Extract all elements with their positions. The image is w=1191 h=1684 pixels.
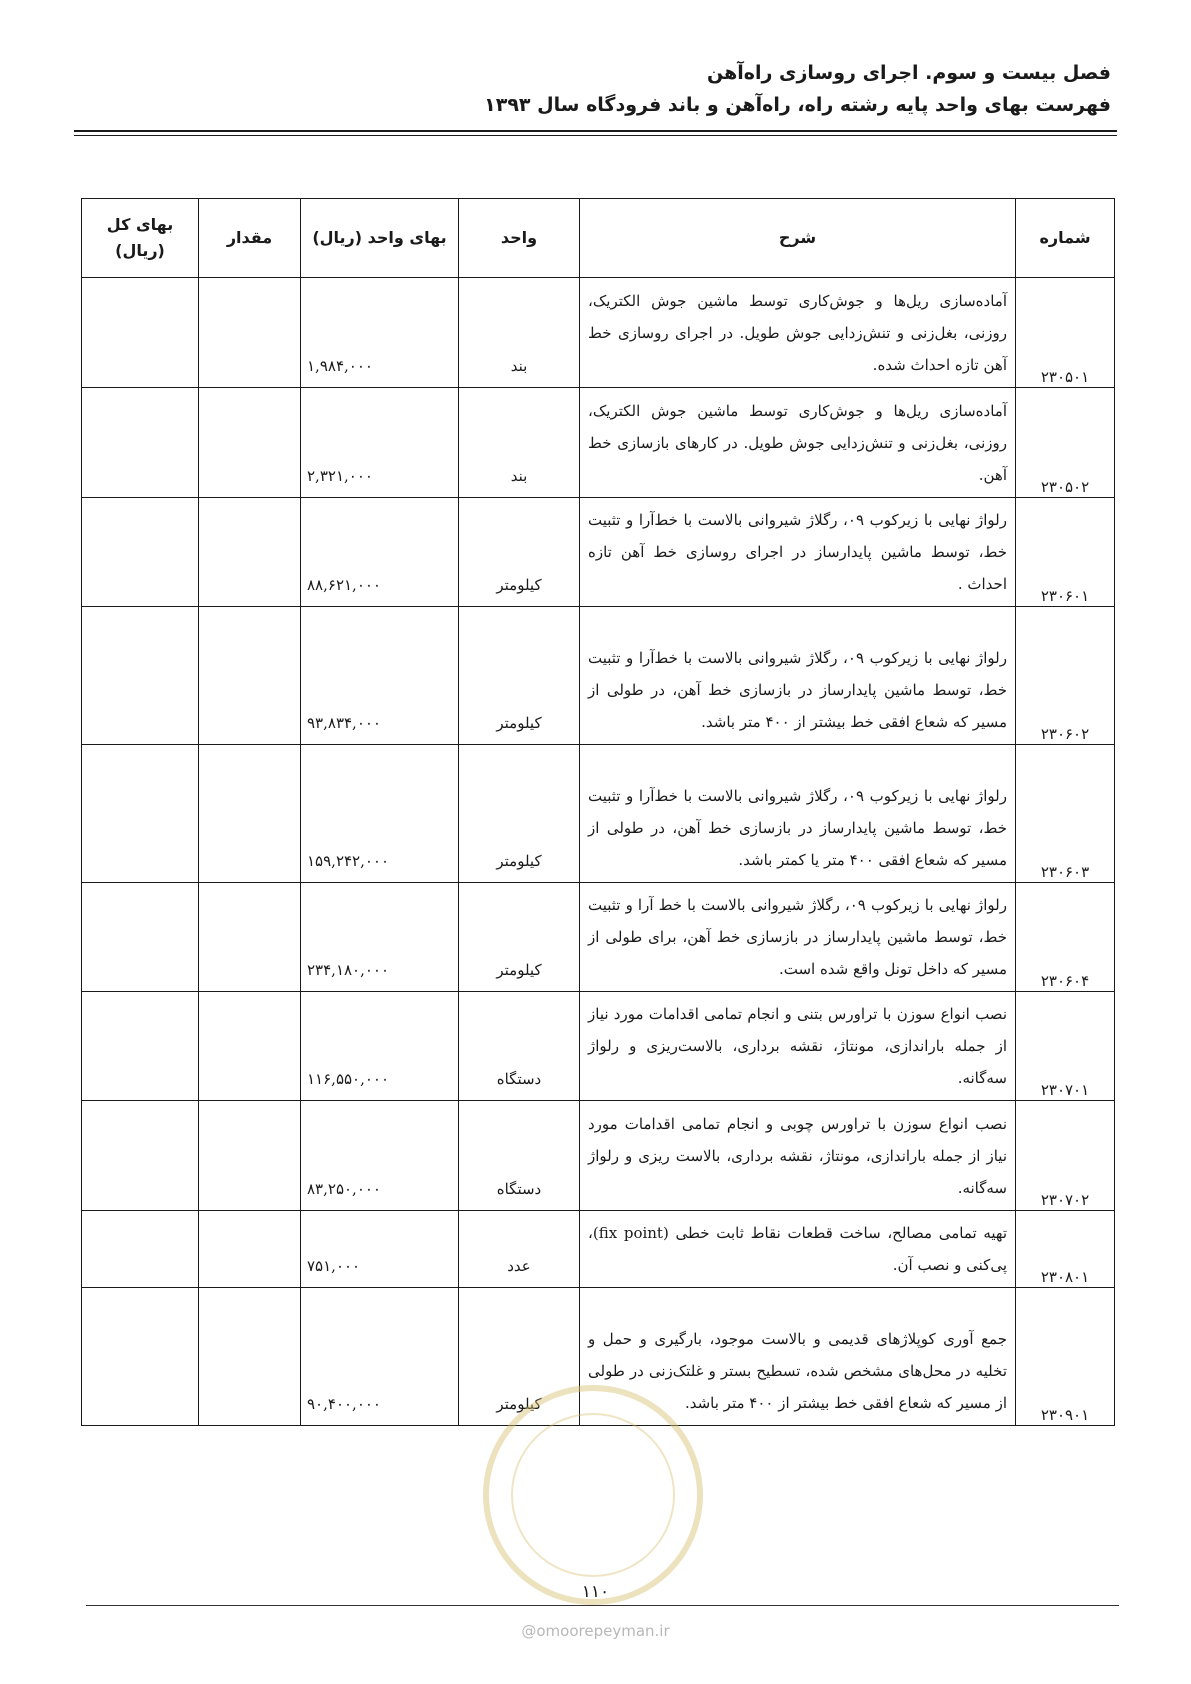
- item-total-price: [82, 1101, 199, 1211]
- item-total-price: [82, 883, 199, 992]
- item-description: رلواژ نهایی با زیرکوب ۰۹، رگلاژ شیروانی بالاست با خط‌آرا و تثبیت خط، توسط ماشین پایدارساز در بازسازی خط آهن، در طولی از مسیر که شعاع افقی خط بیشتر از ۴۰۰ متر باشد.: [580, 607, 1016, 745]
- table-row: [82, 992, 1115, 1101]
- item-unit-price: ۸۸,۶۲۱,۰۰۰: [301, 498, 459, 607]
- item-number: ۲۳۰۹۰۱: [1016, 1288, 1115, 1426]
- item-description: رلواژ نهایی با زیرکوب ۰۹، رگلاژ شیروانی بالاست با خط‌آرا و تثبیت خط، توسط ماشین پایدارساز در بازسازی خط آهن، در طولی از مسیر که شعاع افقی ۴۰۰ متر یا کمتر باشد.: [580, 745, 1016, 883]
- item-number: ۲۳۰۵۰۱: [1016, 278, 1115, 388]
- item-unit: بند: [459, 278, 580, 388]
- website-watermark: @omoorepeyman.ir: [521, 1622, 670, 1640]
- page-header: [76, 58, 1111, 120]
- item-unit-price: ۷۵۱,۰۰۰: [301, 1211, 459, 1288]
- item-description: آماده‌سازی ریل‌ها و جوش‌کاری توسط ماشین جوش الکتریک، روزنی، بغل‌زنی و تنش‌زدایی جوش طویل. در کارهای بازسازی خط آهن.: [580, 388, 1016, 498]
- total-price-label: بهای کل: [106, 215, 174, 234]
- table-row: [82, 278, 1115, 388]
- total-price-unit: (ریال): [115, 241, 165, 260]
- item-number: ۲۳۰۷۰۱: [1016, 992, 1115, 1101]
- item-description: نصب انواع سوزن با تراورس بتنی و انجام تمامی اقدامات مورد نیاز از جمله باراندازی، مونتاژ، نقشه برداری، بالاست‌ریزی و رلواژ سه‌گانه.: [580, 992, 1016, 1101]
- column-header-total-price: [82, 199, 199, 278]
- item-quantity: [199, 388, 301, 498]
- seal-icon: [483, 1385, 703, 1605]
- item-quantity: [199, 278, 301, 388]
- item-unit-price: ۱۱۶,۵۵۰,۰۰۰: [301, 992, 459, 1101]
- item-number: ۲۳۰۷۰۲: [1016, 1101, 1115, 1211]
- column-header-unit-price: بهای واحد (ریال): [301, 199, 459, 278]
- item-unit: دستگاه: [459, 1101, 580, 1211]
- item-unit: دستگاه: [459, 992, 580, 1101]
- item-unit-price: ۸۳,۲۵۰,۰۰۰: [301, 1101, 459, 1211]
- header-rule-thick: [74, 130, 1117, 132]
- item-quantity: [199, 883, 301, 992]
- item-unit-price: ۹۳,۸۳۴,۰۰۰: [301, 607, 459, 745]
- item-number: ۲۳۰۵۰۲: [1016, 388, 1115, 498]
- item-unit: کیلومتر: [459, 1288, 580, 1426]
- table-row: [82, 745, 1115, 883]
- item-unit: عدد: [459, 1211, 580, 1288]
- page-number: ۱۱۰: [581, 1582, 610, 1602]
- item-unit-price: ۲,۳۲۱,۰۰۰: [301, 388, 459, 498]
- item-total-price: [82, 1211, 199, 1288]
- item-total-price: [82, 745, 199, 883]
- item-unit: کیلومتر: [459, 498, 580, 607]
- item-total-price: [82, 388, 199, 498]
- item-quantity: [199, 607, 301, 745]
- item-total-price: [82, 498, 199, 607]
- item-quantity: [199, 1288, 301, 1426]
- item-description: تهیه تمامی مصالح، ساخت قطعات نقاط ثابت خطی (fix point)، پی‌کنی و نصب آن.: [580, 1211, 1016, 1288]
- item-quantity: [199, 498, 301, 607]
- chapter-title: فصل بیست و سوم. اجرای روسازی راه‌آهن: [706, 62, 1111, 84]
- item-unit: کیلومتر: [459, 883, 580, 992]
- column-header-unit: واحد: [459, 199, 580, 278]
- item-quantity: [199, 745, 301, 883]
- item-unit: کیلومتر: [459, 745, 580, 883]
- item-description: رلواژ نهایی با زیرکوب ۰۹، رگلاژ شیروانی بالاست با خط آرا و تثبیت خط، توسط ماشین پایدارساز در بازسازی خط آهن، برای طولی از مسیر که داخل تونل واقع شده است.: [580, 883, 1016, 992]
- item-unit-price: ۱,۹۸۴,۰۰۰: [301, 278, 459, 388]
- table-row: [82, 883, 1115, 992]
- item-quantity: [199, 1101, 301, 1211]
- item-total-price: [82, 1288, 199, 1426]
- item-number: ۲۳۰۶۰۴: [1016, 883, 1115, 992]
- price-list-table: [81, 198, 1115, 1426]
- item-number: ۲۳۰۶۰۲: [1016, 607, 1115, 745]
- table-row: [82, 388, 1115, 498]
- column-header-quantity: مقدار: [199, 199, 301, 278]
- item-unit-price: ۹۰,۴۰۰,۰۰۰: [301, 1288, 459, 1426]
- table-row: [82, 607, 1115, 745]
- item-unit: بند: [459, 388, 580, 498]
- item-unit: کیلومتر: [459, 607, 580, 745]
- item-number: ۲۳۰۶۰۳: [1016, 745, 1115, 883]
- item-total-price: [82, 992, 199, 1101]
- item-number: ۲۳۰۶۰۱: [1016, 498, 1115, 607]
- item-quantity: [199, 1211, 301, 1288]
- table-header-row: [82, 199, 1115, 278]
- item-total-price: [82, 607, 199, 745]
- item-description: نصب انواع سوزن با تراورس چوبی و انجام تمامی اقدامات مورد نیاز از جمله باراندازی، مونتاژ، نقشه برداری، بالاست ریزی و رلواژ سه‌گانه.: [580, 1101, 1016, 1211]
- header-rule-thin: [74, 135, 1117, 136]
- item-description: آماده‌سازی ریل‌ها و جوش‌کاری توسط ماشین جوش الکتریک، روزنی، بغل‌زنی و تنش‌زدایی جوش طویل. در اجرای روسازی خط آهن تازه احداث شده.: [580, 278, 1016, 388]
- column-header-description: شرح: [580, 199, 1016, 278]
- table-row: [82, 1211, 1115, 1288]
- table-row: [82, 498, 1115, 607]
- item-quantity: [199, 992, 301, 1101]
- item-total-price: [82, 278, 199, 388]
- item-description: جمع آوری کوپلاژهای قدیمی و بالاست موجود، بارگیری و حمل و تخلیه در محل‌های مشخص شده، تسطیح بستر و غلتک‌زنی در طولی از مسیر که شعاع افقی خط بیشتر از ۴۰۰ متر باشد.: [580, 1288, 1016, 1426]
- footer-rule: [86, 1605, 1119, 1606]
- column-header-number: شماره: [1016, 199, 1115, 278]
- document-subtitle: فهرست بهای واحد پایه رشته راه، راه‌آهن و باند فرودگاه سال ۱۳۹۳: [484, 94, 1111, 116]
- item-description: رلواژ نهایی با زیرکوب ۰۹، رگلاژ شیروانی بالاست با خط‌آرا و تثبیت خط، توسط ماشین پایدارساز در اجرای روسازی خط آهن تازه احداث .: [580, 498, 1016, 607]
- item-unit-price: ۱۵۹,۲۴۲,۰۰۰: [301, 745, 459, 883]
- item-number: ۲۳۰۸۰۱: [1016, 1211, 1115, 1288]
- item-unit-price: ۲۳۴,۱۸۰,۰۰۰: [301, 883, 459, 992]
- table-row: [82, 1101, 1115, 1211]
